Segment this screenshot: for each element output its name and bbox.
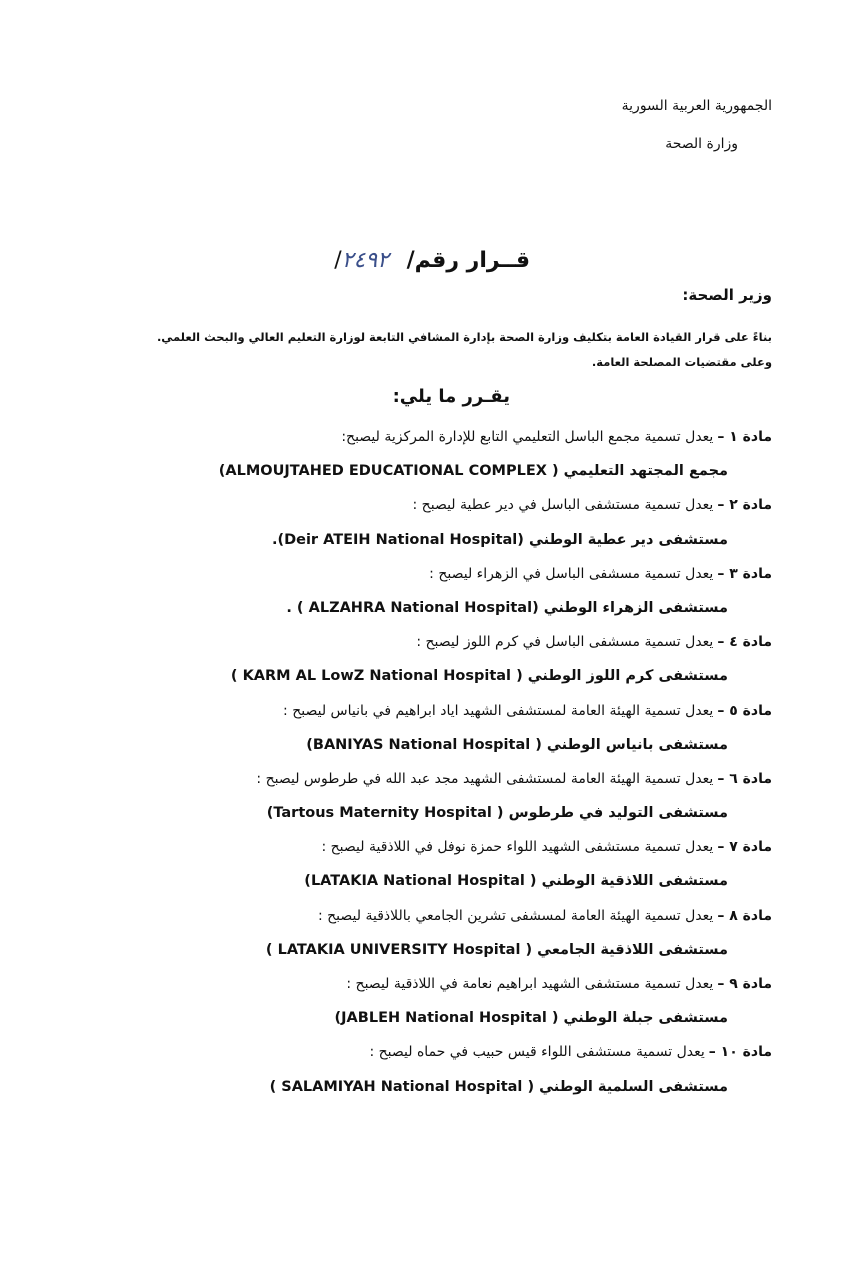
article-line bbox=[150, 420, 772, 454]
article-text: يعدل تسمية مسشفى الباسل في الزهراء ليصبح : bbox=[429, 565, 714, 582]
decision-number: ٢٤٩٢ bbox=[341, 248, 389, 273]
article-label: مادة ٣ – bbox=[717, 565, 772, 582]
article bbox=[150, 488, 772, 556]
decision-title bbox=[300, 248, 530, 273]
article bbox=[150, 557, 772, 625]
preamble-line: وعلى مقتضيات المصلحة العامة. bbox=[591, 355, 772, 369]
country-name: الجمهورية العربية السورية bbox=[621, 98, 772, 114]
article-text: يعدل تسمية مسشفى الباسل في كرم اللوز ليصبح : bbox=[416, 634, 714, 651]
article-line bbox=[150, 625, 772, 659]
article-line bbox=[150, 557, 772, 591]
article-new-name: مستشفى كرم اللوز الوطني ( KARM AL LowZ National Hospital ) bbox=[230, 668, 728, 685]
article-new-name: مستشفى جبلة الوطني ( JABLEH National Hospital) bbox=[334, 1010, 728, 1027]
article-line bbox=[150, 899, 772, 933]
article-line bbox=[150, 488, 772, 522]
article-label: مادة ٤ – bbox=[717, 634, 772, 651]
article-text: يعدل تسمية الهيئة العامة لمستشفى الشهيد مجد عبد الله في طرطوس ليصبح : bbox=[256, 770, 714, 787]
articles-list bbox=[150, 420, 772, 1104]
ministry-name: وزارة الصحة bbox=[665, 136, 738, 152]
article-label: مادة ٧ – bbox=[717, 839, 772, 856]
article-line bbox=[150, 967, 772, 1001]
article-text: يعدل تسمية مستشفى الباسل في دير عطية ليصبح : bbox=[412, 497, 714, 514]
article-text: يعدل تسمية الهيئة العامة لمسشفى تشرين الجامعي باللاذقية ليصبح : bbox=[317, 907, 714, 924]
article-label: مادة ٦ – bbox=[717, 770, 772, 787]
minister-heading: وزير الصحة: bbox=[682, 286, 772, 304]
article-new-name: مستشفى الزهراء الوطني (ALZAHRA National Hospital ) . bbox=[286, 599, 728, 616]
article-line bbox=[150, 694, 772, 728]
article-text: يعدل تسمية مجمع الباسل التعليمي التابع للإدارة المركزية ليصبح: bbox=[341, 429, 714, 445]
article-new-name: مستشفى اللاذقية الجامعي ( LATAKIA UNIVERSITY Hospital ) bbox=[265, 941, 728, 958]
article bbox=[150, 694, 772, 762]
decision-slash: / bbox=[334, 248, 342, 273]
article-new-name: مستشفى التوليد في طرطوس ( Tartous Maternity Hospital) bbox=[266, 805, 728, 822]
article bbox=[150, 967, 772, 1035]
article-new-name: مستشفى اللاذقية الوطني ( LATAKIA National Hospital) bbox=[304, 873, 728, 890]
article-text: يعدل تسمية مستشفى الشهيد ابراهيم نعامة في اللاذقية ليصبح : bbox=[346, 976, 714, 992]
article-text: يعدل تسمية الهيئة العامة لمستشفى الشهيد اياد ابراهيم في بانياس ليصبح : bbox=[283, 702, 714, 719]
article-label: مادة ٩ – bbox=[717, 976, 772, 992]
article bbox=[150, 762, 772, 830]
article-new-name: مستشفى السلمية الوطني ( SALAMIYAH National Hospital ) bbox=[269, 1078, 728, 1095]
article-text: يعدل تسمية مستشفى الشهيد اللواء حمزة نوفل في اللاذقية ليصبح : bbox=[321, 839, 714, 856]
article bbox=[150, 625, 772, 693]
article-label: مادة ١ – bbox=[717, 429, 772, 445]
article-line bbox=[150, 830, 772, 864]
article-label: مادة ٨ – bbox=[717, 907, 772, 924]
article-new-name: مستشفى بانياس الوطني ( BANIYAS National Hospital) bbox=[306, 736, 728, 753]
article-new-name: مجمع المجتهد التعليمي ( ALMOUJTAHED EDUCATIONAL COMPLEX) bbox=[218, 463, 728, 480]
decision-title-label: قــرار رقم/ bbox=[406, 248, 530, 273]
article bbox=[150, 899, 772, 967]
article bbox=[150, 830, 772, 898]
article-label: مادة ١٠ – bbox=[708, 1044, 772, 1061]
article-label: مادة ٢ – bbox=[717, 497, 772, 514]
article-line bbox=[150, 1035, 772, 1069]
article-label: مادة ٥ – bbox=[717, 702, 772, 719]
article bbox=[150, 420, 772, 488]
preamble-line: بناءً على قرار القيادة العامة بتكليف وزارة الصحة بإدارة المشافي التابعة لوزارة التعليم العالي والبحث العلمي. bbox=[156, 330, 772, 344]
article-text: يعدل تسمية مستشفى اللواء قيس حبيب في حماه ليصبح : bbox=[369, 1044, 705, 1061]
article-new-name: مستشفى دير عطية الوطني (Deir ATEIH National Hospital). bbox=[271, 531, 728, 548]
decides-heading: يقـرر ما يلي: bbox=[392, 386, 510, 407]
article bbox=[150, 1035, 772, 1103]
article-line bbox=[150, 762, 772, 796]
